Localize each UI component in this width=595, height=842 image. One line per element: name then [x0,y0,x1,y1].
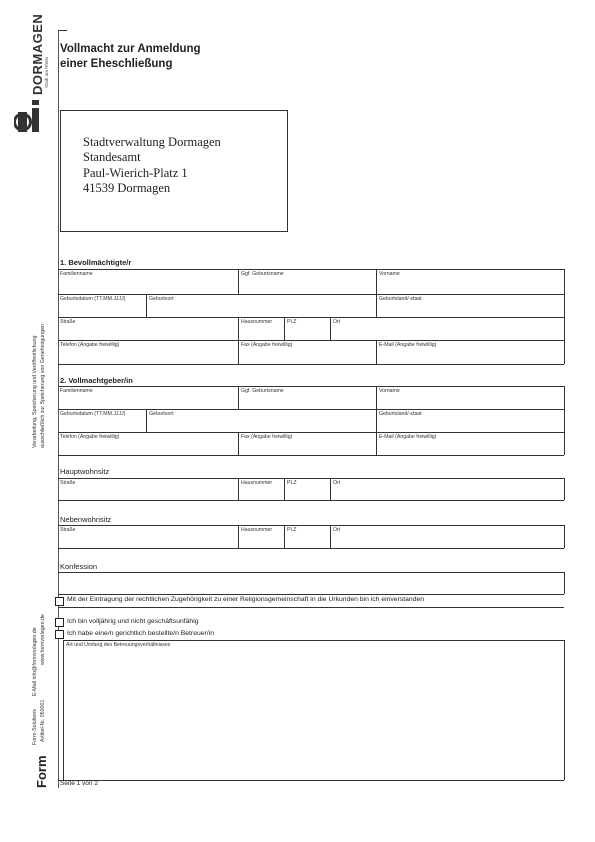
checkbox-einverstanden[interactable] [55,597,64,606]
address-window [60,110,288,232]
checkbox-einverstanden-label: Mit der Eintragung der rechtlichen Zugehörigkeit zu einer Religionsgemeinschaft in die Urkunden bin ich einverstanden [67,596,425,603]
nw-strasse-field[interactable]: Straße [60,527,76,533]
betreuung-label: Art und Umfang des Betreuungsverhältnisses [66,642,171,648]
s2-geburtsland-field[interactable]: Geburtsland/-staat [379,411,422,417]
checkbox-volljaehrig-label: Ich bin volljährig und nicht geschäftsunfähig [67,618,199,625]
hauptwohnsitz-heading: Hauptwohnsitz [60,467,110,476]
hw-ort-field[interactable]: Ort [333,480,341,486]
s1-strasse-field[interactable]: Straße [60,319,76,325]
form-title-line-2: einer Eheschließung [60,58,173,70]
sidebar-legal-text-1: Verarbeitung, Speicherung und Veröffentlichung [32,335,38,448]
s1-fax-field[interactable]: Fax (Angabe freiwillig) [241,342,293,348]
s2-familienname-field[interactable]: Familienname [60,388,93,394]
sidebar-contact-web: www.formvorlagen.de [40,614,46,665]
checkbox-volljaehrig[interactable] [55,618,64,627]
nw-hausnummer-field[interactable]: Hausnummer [241,527,273,533]
s2-fax-field[interactable]: Fax (Angabe freiwillig) [241,434,293,440]
form-solutions-logo: Form [34,755,49,788]
address-line-4: 41539 Dormagen [83,181,171,195]
checkbox-betreuer-label: Ich habe eine/n gerichtlich bestellte/n Betreuer/in [67,630,214,637]
s1-plz-field[interactable]: PLZ [287,319,297,325]
s2-geburtsname-field[interactable]: Ggf. Geburtsname [241,388,284,394]
sidebar-legal-text-2: ausschließlich zur Speicherung von Genehmigungen [40,324,46,448]
hw-plz-field[interactable]: PLZ [287,480,297,486]
s2-vorname-field[interactable]: Vorname [379,388,400,394]
hw-strasse-field[interactable]: Straße [60,480,76,486]
nebenwohnsitz-heading: Nebenwohnsitz [60,515,112,524]
logo-wordmark: DORMAGEN [30,13,45,95]
section-2-heading: 2. Vollmachtgeber/in [60,376,133,385]
sidebar-publisher: Form-Solutions [32,709,38,745]
s1-vorname-field[interactable]: Vorname [379,271,400,277]
dormagen-logo-icon [14,98,44,134]
form-title-line-1: Vollmacht zur Anmeldung [60,43,201,55]
address-line-2: Standesamt [83,150,141,164]
logo-subtitle: Stadt am Rhein [44,56,49,88]
s1-geburtsort-field[interactable]: Geburtsort [149,296,174,302]
s1-familienname-field[interactable]: Familienname [60,271,93,277]
s2-geburtsort-field[interactable]: Geburtsort [149,411,174,417]
hw-hausnummer-field[interactable]: Hausnummer [241,480,273,486]
s2-email-field[interactable]: E-Mail (Angabe freiwillig) [379,434,437,440]
sidebar-article-number: Artikel-Nr. 050001 [40,699,46,742]
s2-telefon-field[interactable]: Telefon (Angabe freiwillig) [60,434,120,440]
sidebar-contact-email: E-Mail info@formvorlagen.de [32,627,38,696]
address-line-1: Stadtverwaltung Dormagen [83,135,221,149]
s2-geburtsdatum-field[interactable]: Geburtsdatum (TT.MM.JJJJ) [60,411,126,417]
corner-mark [58,30,67,31]
page-number: Seite 1 von 2 [60,780,98,787]
nw-ort-field[interactable]: Ort [333,527,341,533]
section-1-heading: 1. Bevollmächtigte/r [60,258,132,267]
s1-geburtsname-field[interactable]: Ggf. Geburtsname [241,271,284,277]
s1-geburtsland-field[interactable]: Geburtsland/-staat [379,296,422,302]
s1-hausnummer-field[interactable]: Hausnummer [241,319,273,325]
checkbox-betreuer[interactable] [55,630,64,639]
s1-telefon-field[interactable]: Telefon (Angabe freiwillig) [60,342,120,348]
s1-email-field[interactable]: E-Mail (Angabe freiwillig) [379,342,437,348]
nw-plz-field[interactable]: PLZ [287,527,297,533]
s1-ort-field[interactable]: Ort [333,319,341,325]
s1-geburtsdatum-field[interactable]: Geburtsdatum (TT.MM.JJJJ) [60,296,126,302]
address-line-3: Paul-Wierich-Platz 1 [83,166,188,180]
konfession-heading: Konfession [60,562,98,571]
